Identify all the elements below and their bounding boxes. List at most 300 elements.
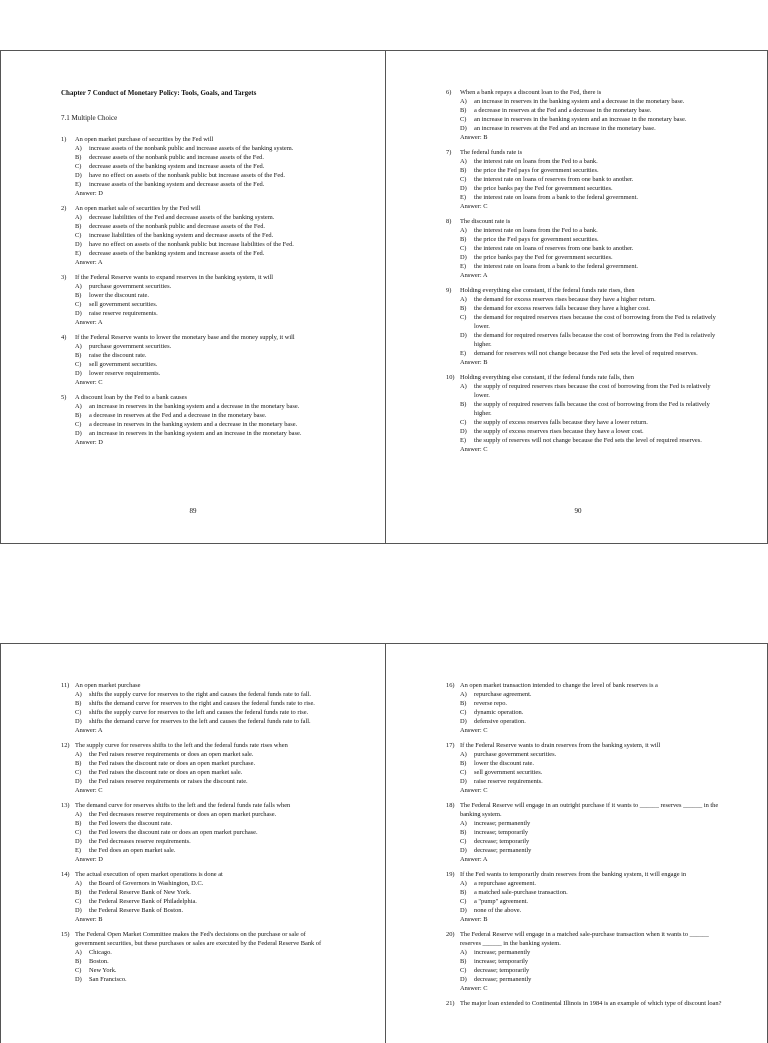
question-text: If the Federal Reserve wants to drain reserves from the banking system, it will xyxy=(460,742,661,749)
question-item xyxy=(61,135,337,198)
question-list xyxy=(61,681,337,984)
option-letter: B) xyxy=(75,223,82,230)
option-letter: E) xyxy=(460,263,467,270)
question-text: An open market purchase of securities by the Fed will xyxy=(75,136,214,143)
option-letter: D) xyxy=(460,976,467,983)
question-stem xyxy=(446,870,722,879)
answer-option xyxy=(446,193,722,202)
option-letter: D) xyxy=(460,125,467,132)
answer-key: Answer: A xyxy=(460,856,488,863)
option-letter: A) xyxy=(460,691,467,698)
question-number: 10) xyxy=(446,374,455,381)
question-stem xyxy=(61,204,337,213)
question-number: 5) xyxy=(61,394,67,401)
question-item xyxy=(446,870,722,924)
answer-option xyxy=(61,420,337,429)
option-text: New York. xyxy=(89,967,117,974)
option-letter: E) xyxy=(460,350,467,357)
option-text: the Fed decreases reserve requirements or does an open market purchase. xyxy=(89,811,277,818)
question-number: 2) xyxy=(61,205,67,212)
option-text: shifts the demand curve for reserves to the right and causes the federal funds rate to rise. xyxy=(89,700,315,707)
option-letter: A) xyxy=(75,343,82,350)
answer-option xyxy=(61,708,337,717)
option-letter: A) xyxy=(460,296,467,303)
option-text: an increase in reserves in the banking system and a decrease in the monetary base. xyxy=(474,98,685,105)
answer-option xyxy=(61,360,337,369)
option-text: sell government securities. xyxy=(89,361,158,368)
option-letter: A) xyxy=(460,880,467,887)
answer-option xyxy=(446,777,722,786)
option-text: the demand for required reserves falls because the cost of borrowing from the Fed is relatively higher. xyxy=(474,332,716,348)
question-stem xyxy=(61,930,337,948)
answer-option xyxy=(61,153,337,162)
answer-option xyxy=(446,295,722,304)
option-text: the Fed raises reserve requirements or raises the discount rate. xyxy=(89,778,248,785)
option-letter: E) xyxy=(75,181,82,188)
option-text: decrease assets of the nonbank public and decrease assets of the Fed. xyxy=(89,223,266,230)
question-number: 1) xyxy=(61,136,67,143)
option-letter: D) xyxy=(75,370,82,377)
question-stem xyxy=(446,681,722,690)
question-stem xyxy=(61,393,337,402)
question-number: 18) xyxy=(446,802,455,809)
option-letter: D) xyxy=(460,778,467,785)
answer-key: Answer: C xyxy=(75,379,103,386)
question-stem xyxy=(446,148,722,157)
question-stem xyxy=(446,88,722,97)
option-letter: C) xyxy=(460,176,467,183)
option-letter: B) xyxy=(460,167,467,174)
answer-option xyxy=(61,300,337,309)
question-number: 3) xyxy=(61,274,67,281)
answer-option xyxy=(446,888,722,897)
option-letter: E) xyxy=(460,437,467,444)
answer-option xyxy=(61,429,337,438)
option-letter: B) xyxy=(460,305,467,312)
option-letter: D) xyxy=(75,430,82,437)
question-item xyxy=(446,373,722,454)
answer-key: Answer: D xyxy=(75,439,103,446)
option-text: decrease; permanently xyxy=(474,976,532,983)
chapter-title: Chapter 7 Conduct of Monetary Policy: Tools, Goals, and Targets xyxy=(61,89,257,97)
answer-option xyxy=(61,171,337,180)
answer-key: Answer: D xyxy=(75,190,103,197)
answer-option xyxy=(446,846,722,855)
page-89-content xyxy=(61,89,337,453)
option-text: the interest rate on loans from a bank to the federal government. xyxy=(474,263,638,270)
option-text: lower reserve requirements. xyxy=(89,370,161,377)
option-text: dynamic operation. xyxy=(474,709,524,716)
question-number: 14) xyxy=(61,871,70,878)
option-text: increase; temporarily xyxy=(474,829,529,836)
answer-key: Answer: C xyxy=(460,787,488,794)
question-text: If the Federal Reserve wants to lower the monetary base and the money supply, it will xyxy=(75,334,295,341)
answer-option xyxy=(61,888,337,897)
question-number: 17) xyxy=(446,742,455,749)
option-letter: B) xyxy=(460,107,467,114)
option-text: the Fed raises reserve requirements or does an open market sale. xyxy=(89,751,254,758)
option-text: none of the above. xyxy=(474,907,522,914)
option-letter: B) xyxy=(460,236,467,243)
option-text: decrease; permanently xyxy=(474,847,532,854)
answer-key: Answer: B xyxy=(460,134,488,141)
question-text: An open market purchase xyxy=(75,682,141,689)
answer-option xyxy=(61,768,337,777)
option-letter: B) xyxy=(460,760,467,767)
option-letter: E) xyxy=(75,847,82,854)
answer-option xyxy=(446,400,722,418)
question-item xyxy=(61,681,337,735)
question-text: The discount rate is xyxy=(460,218,511,225)
option-letter: A) xyxy=(460,949,467,956)
option-letter: A) xyxy=(460,751,467,758)
answer-option xyxy=(61,282,337,291)
question-stem xyxy=(446,801,722,819)
answer-option xyxy=(61,231,337,240)
option-text: the demand for excess reserves falls because they have a higher cost. xyxy=(474,305,651,312)
question-text: The major loan extended to Continental Illinois in 1984 is an example of which type of discount loan? xyxy=(460,1000,722,1007)
page-92-content xyxy=(446,681,722,1014)
answer-option xyxy=(446,717,722,726)
answer-option xyxy=(446,879,722,888)
question-number: 6) xyxy=(446,89,452,96)
answer-option xyxy=(446,184,722,193)
answer-option xyxy=(446,349,722,358)
answer-option xyxy=(446,768,722,777)
option-letter: C) xyxy=(460,245,467,252)
option-letter: A) xyxy=(75,691,82,698)
question-stem xyxy=(446,286,722,295)
question-item xyxy=(61,273,337,327)
answer-key: Answer: D xyxy=(75,856,103,863)
option-letter: B) xyxy=(460,958,467,965)
page-89 xyxy=(1,51,385,543)
answer-option xyxy=(61,291,337,300)
option-letter: B) xyxy=(75,700,82,707)
option-text: the price the Fed pays for government securities. xyxy=(474,167,599,174)
question-text: An open market sale of securities by the Fed will xyxy=(75,205,201,212)
option-text: the demand for required reserves rises because the cost of borrowing from the Fed is relatively lower. xyxy=(474,314,716,330)
question-item xyxy=(61,870,337,924)
option-text: San Francisco. xyxy=(89,976,127,983)
option-letter: D) xyxy=(460,332,467,339)
option-letter: B) xyxy=(75,820,82,827)
question-number: 16) xyxy=(446,682,455,689)
answer-option xyxy=(446,97,722,106)
answer-option xyxy=(446,382,722,400)
answer-option xyxy=(446,906,722,915)
option-letter: A) xyxy=(75,880,82,887)
option-text: a "pump" agreement. xyxy=(474,898,529,905)
answer-option xyxy=(61,222,337,231)
option-text: lower the discount rate. xyxy=(474,760,534,767)
option-letter: A) xyxy=(75,403,82,410)
answer-key: Answer: A xyxy=(460,272,488,279)
question-list xyxy=(446,88,722,454)
answer-option xyxy=(61,309,337,318)
option-letter: B) xyxy=(75,958,82,965)
answer-key: Answer: C xyxy=(460,727,488,734)
question-number: 21) xyxy=(446,1000,455,1007)
answer-option xyxy=(446,948,722,957)
question-stem xyxy=(61,801,337,810)
answer-option xyxy=(446,304,722,313)
option-letter: A) xyxy=(75,214,82,221)
question-item xyxy=(446,801,722,864)
option-text: decrease; temporarily xyxy=(474,838,530,845)
question-stem xyxy=(446,930,722,948)
option-text: decrease assets of the banking system and increase assets of the Fed. xyxy=(89,163,265,170)
answer-option xyxy=(446,966,722,975)
option-letter: A) xyxy=(75,949,82,956)
question-stem xyxy=(446,741,722,750)
answer-key: Answer: A xyxy=(75,259,103,266)
option-text: a matched sale-purchase transaction. xyxy=(474,889,568,896)
answer-option xyxy=(61,144,337,153)
question-item xyxy=(61,930,337,984)
question-stem xyxy=(61,333,337,342)
answer-option xyxy=(446,837,722,846)
answer-option xyxy=(446,819,722,828)
question-list xyxy=(446,681,722,1008)
answer-option xyxy=(446,175,722,184)
option-letter: C) xyxy=(460,314,467,321)
option-text: the interest rate on loans from the Fed to a bank. xyxy=(474,158,598,165)
option-text: decrease; temporarily xyxy=(474,967,530,974)
option-letter: C) xyxy=(460,116,467,123)
question-item xyxy=(61,333,337,387)
question-item xyxy=(61,393,337,447)
question-item xyxy=(446,148,722,211)
option-letter: C) xyxy=(460,419,467,426)
question-item xyxy=(446,88,722,142)
answer-option xyxy=(446,436,722,445)
option-letter: B) xyxy=(75,292,82,299)
answer-option xyxy=(446,226,722,235)
answer-key: Answer: B xyxy=(75,916,103,923)
option-letter: D) xyxy=(75,172,82,179)
option-letter: C) xyxy=(75,301,82,308)
option-text: defensive operation. xyxy=(474,718,526,725)
answer-key: Answer: C xyxy=(75,787,103,794)
answer-option xyxy=(61,846,337,855)
option-letter: B) xyxy=(460,889,467,896)
question-item xyxy=(446,286,722,367)
question-stem xyxy=(61,870,337,879)
option-letter: B) xyxy=(460,829,467,836)
option-text: the Fed does an open market sale. xyxy=(89,847,176,854)
answer-option xyxy=(61,948,337,957)
answer-option xyxy=(446,124,722,133)
question-number: 7) xyxy=(446,149,452,156)
question-list xyxy=(61,135,337,447)
option-letter: D) xyxy=(75,778,82,785)
question-text: Holding everything else constant, if the federal funds rate falls, then xyxy=(460,374,634,381)
answer-option xyxy=(61,717,337,726)
answer-option xyxy=(446,828,722,837)
option-text: shifts the supply curve for reserves to the left and causes the federal funds rate to rise. xyxy=(89,709,309,716)
answer-option xyxy=(446,418,722,427)
answer-option xyxy=(446,897,722,906)
option-text: the interest rate on loans of reserves from one bank to another. xyxy=(474,176,634,183)
question-item xyxy=(61,741,337,795)
question-number: 20) xyxy=(446,931,455,938)
answer-option xyxy=(446,235,722,244)
section-heading: 7.1 Multiple Choice xyxy=(61,114,118,122)
option-text: purchase government securities. xyxy=(89,283,172,290)
question-text: A discount loan by the Fed to a bank causes xyxy=(75,394,187,401)
question-item xyxy=(446,999,722,1008)
question-text: If the Fed wants to temporarily drain reserves from the banking system, it will engage in xyxy=(460,871,687,878)
option-text: Boston. xyxy=(89,958,109,965)
answer-option xyxy=(61,837,337,846)
option-letter: D) xyxy=(460,428,467,435)
answer-option xyxy=(446,157,722,166)
option-text: increase assets of the banking system and decrease assets of the Fed. xyxy=(89,181,265,188)
question-text: The federal funds rate is xyxy=(460,149,523,156)
option-text: purchase government securities. xyxy=(89,343,172,350)
question-number: 11) xyxy=(61,682,70,689)
answer-option xyxy=(61,819,337,828)
option-letter: D) xyxy=(75,241,82,248)
answer-option xyxy=(61,957,337,966)
option-letter: C) xyxy=(460,898,467,905)
option-letter: C) xyxy=(460,967,467,974)
answer-option xyxy=(446,690,722,699)
option-letter: C) xyxy=(460,838,467,845)
option-text: decrease assets of the banking system and increase assets of the Fed. xyxy=(89,250,265,257)
option-text: demand for reserves will not change because the Fed sets the level of required reserves. xyxy=(474,350,698,357)
answer-option xyxy=(61,828,337,837)
option-text: the supply of excess reserves rises because they have a lower cost. xyxy=(474,428,644,435)
option-text: shifts the supply curve for reserves to the right and causes the federal funds rate to fall. xyxy=(89,691,311,698)
option-letter: D) xyxy=(75,310,82,317)
answer-option xyxy=(61,351,337,360)
option-text: the interest rate on loans from a bank to the federal government. xyxy=(474,194,638,201)
answer-option xyxy=(446,313,722,331)
option-letter: C) xyxy=(75,163,82,170)
option-text: the Federal Reserve Bank of New York. xyxy=(89,889,191,896)
option-text: raise reserve requirements. xyxy=(474,778,543,785)
answer-key: Answer: B xyxy=(460,916,488,923)
question-item xyxy=(61,801,337,864)
option-text: the Fed lowers the discount rate. xyxy=(89,820,173,827)
answer-option xyxy=(61,975,337,984)
option-text: the Federal Reserve Bank of Philadelphia. xyxy=(89,898,197,905)
answer-key: Answer: C xyxy=(460,985,488,992)
question-item xyxy=(446,217,722,280)
answer-option xyxy=(61,690,337,699)
page-91-content xyxy=(61,681,337,990)
answer-option xyxy=(61,897,337,906)
option-text: the price the Fed pays for government securities. xyxy=(474,236,599,243)
option-text: an increase in reserves in the banking system and a decrease in the monetary base. xyxy=(89,403,300,410)
option-text: raise the discount rate. xyxy=(89,352,147,359)
answer-option xyxy=(446,759,722,768)
question-text: The Federal Reserve will engage in an outright purchase if it wants to ______ reserves ______ in the banking system. xyxy=(460,802,719,818)
answer-option xyxy=(446,115,722,124)
option-text: have no effect on assets of the nonbank public but increase liabilities of the Fed. xyxy=(89,241,294,248)
question-text: Holding everything else constant, if the federal funds rate rises, then xyxy=(460,287,635,294)
answer-option xyxy=(61,240,337,249)
option-letter: A) xyxy=(75,283,82,290)
option-text: reverse repo. xyxy=(474,700,507,707)
question-item xyxy=(446,681,722,735)
page-92 xyxy=(385,644,768,1043)
question-stem xyxy=(61,681,337,690)
option-letter: E) xyxy=(460,194,467,201)
answer-option xyxy=(446,699,722,708)
page-90 xyxy=(385,51,768,543)
option-text: repurchase agreement. xyxy=(474,691,532,698)
answer-option xyxy=(61,249,337,258)
option-letter: D) xyxy=(460,254,467,261)
option-text: the Fed raises the discount rate or does an open market purchase. xyxy=(89,760,256,767)
answer-key: Answer: C xyxy=(460,446,488,453)
option-letter: D) xyxy=(460,185,467,192)
question-item xyxy=(61,204,337,267)
answer-option xyxy=(446,708,722,717)
answer-option xyxy=(61,699,337,708)
option-text: an increase in reserves at the Fed and an increase in the monetary base. xyxy=(474,125,656,132)
option-letter: D) xyxy=(75,838,82,845)
option-letter: C) xyxy=(75,898,82,905)
option-text: increase; temporarily xyxy=(474,958,529,965)
option-text: a decrease in reserves at the Fed and a decrease in the monetary base. xyxy=(89,412,267,419)
answer-option xyxy=(61,411,337,420)
answer-option xyxy=(61,879,337,888)
option-letter: B) xyxy=(75,889,82,896)
option-letter: A) xyxy=(75,811,82,818)
option-text: the supply of required reserves falls because the cost of borrowing from the Fed is relatively higher. xyxy=(474,401,710,417)
answer-option xyxy=(61,750,337,759)
question-number: 19) xyxy=(446,871,455,878)
option-text: lower the discount rate. xyxy=(89,292,149,299)
option-text: have no effect on assets of the nonbank public but increase assets of the Fed. xyxy=(89,172,285,179)
answer-option xyxy=(446,975,722,984)
option-text: decrease assets of the nonbank public and increase assets of the Fed. xyxy=(89,154,264,161)
option-letter: C) xyxy=(460,709,467,716)
option-text: Chicago. xyxy=(89,949,112,956)
option-letter: A) xyxy=(460,383,467,390)
option-text: sell government securities. xyxy=(89,301,158,308)
question-number: 9) xyxy=(446,287,452,294)
answer-option xyxy=(446,750,722,759)
option-letter: A) xyxy=(460,820,467,827)
answer-option xyxy=(61,810,337,819)
option-text: the interest rate on loans from the Fed to a bank. xyxy=(474,227,598,234)
option-text: the price banks pay the Fed for government securities. xyxy=(474,254,613,261)
question-stem xyxy=(446,373,722,382)
answer-option xyxy=(446,957,722,966)
answer-key: Answer: A xyxy=(75,319,103,326)
option-text: shifts the demand curve for reserves to the left and causes the federal funds rate to fall. xyxy=(89,718,311,725)
answer-option xyxy=(61,213,337,222)
option-letter: D) xyxy=(460,718,467,725)
option-letter: D) xyxy=(460,847,467,854)
answer-option xyxy=(61,759,337,768)
option-text: the demand for excess reserves rises because they have a higher return. xyxy=(474,296,656,303)
option-letter: C) xyxy=(75,709,82,716)
option-letter: D) xyxy=(75,976,82,983)
answer-option xyxy=(446,427,722,436)
answer-option xyxy=(446,262,722,271)
question-stem xyxy=(446,217,722,226)
answer-option xyxy=(61,162,337,171)
option-letter: A) xyxy=(75,751,82,758)
option-letter: D) xyxy=(75,907,82,914)
question-stem xyxy=(446,999,722,1008)
